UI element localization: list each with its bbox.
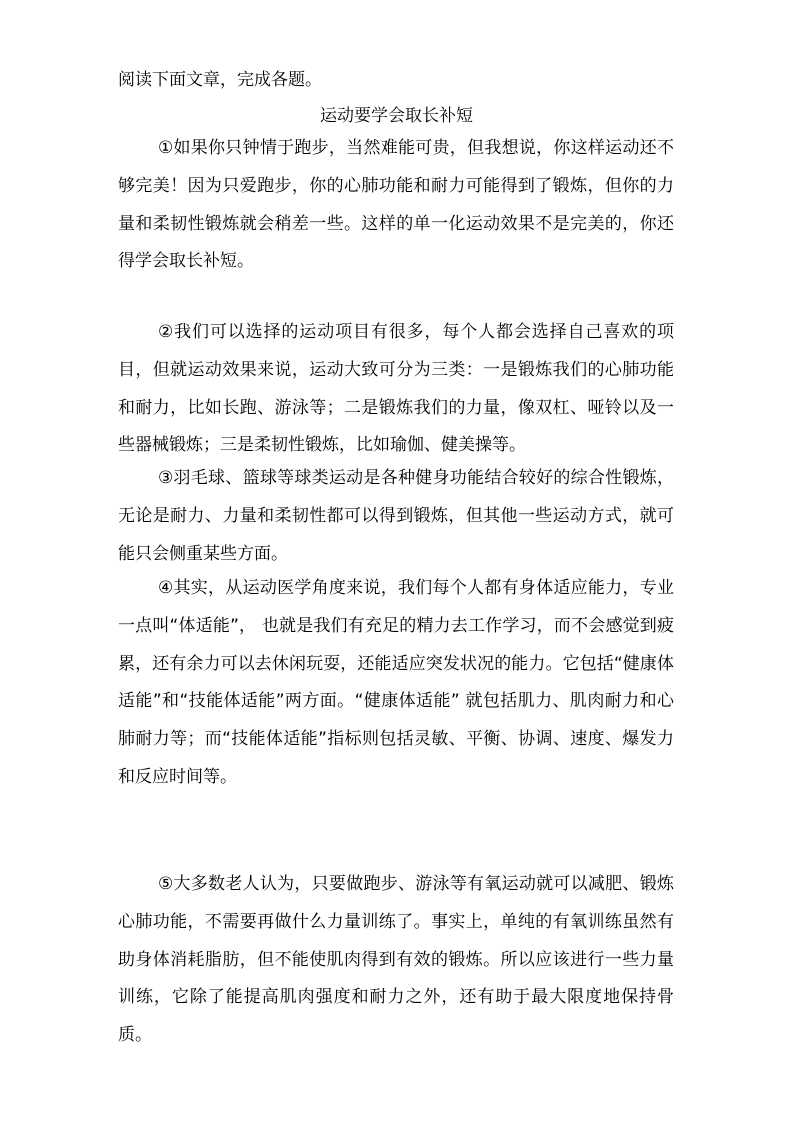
paragraph-3: ③羽毛球、篮球等球类运动是各种健身功能结合较好的综合性锻炼，无论是耐力、力量和柔韧性都可以得到锻炼，但其他一些运动方式，就可能只会侧重某些方面。 bbox=[118, 468, 674, 564]
paragraph-1: ①如果你只钟情于跑步，当然难能可贵，但我想说，你这样运动还不够完美！因为只爱跑步，你的心肺功能和耐力可能得到了锻炼，但你的力量和柔韧性锻炼就会稍差一些。这样的单一化运动效果不是完美的，你还得学会取长补短。 bbox=[118, 138, 674, 272]
article-title: 运动要学会取长补短 bbox=[320, 106, 473, 126]
paragraph-2: ②我们可以选择的运动项目有很多，每个人都会选择自己喜欢的项目，但就运动效果来说，运动大致可分为三类：一是锻炼我们的心肺功能和耐力，比如长跑、游泳等；二是锻炼我们的力量，像双杠、哑铃以及一些器械锻炼；三是柔韧性锻炼，比如瑜伽、健美操等。 bbox=[118, 322, 674, 456]
paragraph-5: ⑤大多数老人认为，只要做跑步、游泳等有氧运动就可以减肥、锻炼心肺功能，不需要再做什么力量训练了。事实上，单纯的有氧训练虽然有助身体消耗脂肪，但不能使肌肉得到有效的锻炼。所以应该进行一些力量训练，它除了能提高肌肉强度和耐力之外，还有助于最大限度地保持骨质。 bbox=[118, 874, 674, 1046]
instructions: 阅读下面文章，完成各题。 bbox=[118, 70, 322, 90]
paragraph-4: ④其实，从运动医学角度来说，我们每个人都有身体适应能力，专业一点叫“体适能”， 也就是我们有充足的精力去工作学习，而不会感觉到疲累，还有余力可以去休闲玩耍，还能适应突发状况的能力。它包括“健康体适能”和“技能体适能”两方面。“健康体适能” 就包括肌力、肌肉耐力和心肺耐力等；而“技能体适能”指标则包括灵敏、平衡、协调、速度、爆发力和反应时间等。 bbox=[118, 578, 674, 787]
